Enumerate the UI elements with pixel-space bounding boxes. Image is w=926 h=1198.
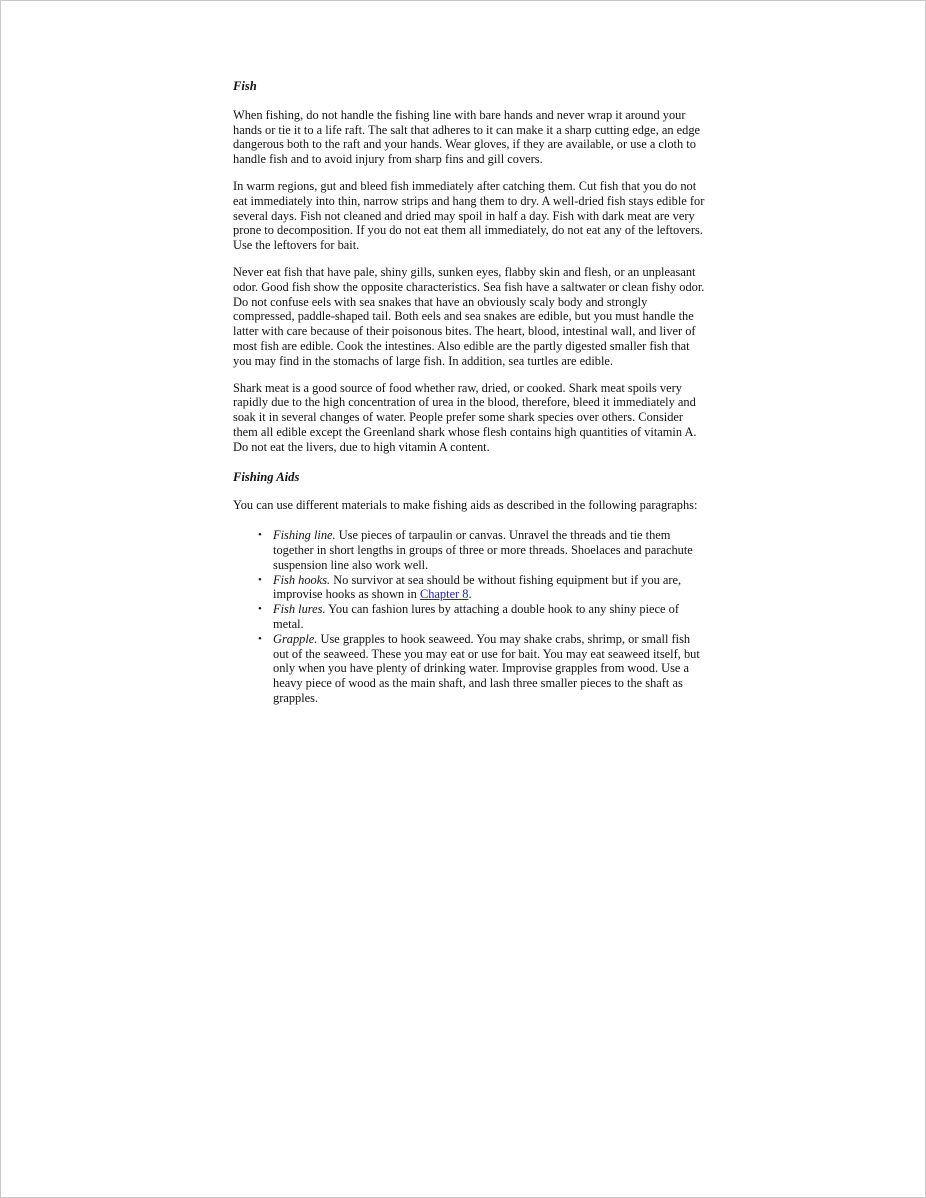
list-item-text: No survivor at sea should be without fishing equipment but if you are, improvise hooks as shown in — [273, 572, 682, 602]
list-item-text: Use grapples to hook seaweed. You may shake crabs, shrimp, or small fish out of the seaweed. These you may eat or use for bait. You may eat seaweed itself, but only when you have plenty of drinking water. Improvise grapples from wood. Use a heavy piece of wood as the main shaft, and lash three smaller pieces to the shaft as grapples. — [273, 631, 700, 705]
document-content — [233, 79, 709, 706]
paragraph-aids-intro: You can use different materials to make fishing aids as described in the following paragraphs: — [233, 498, 698, 513]
list-item-text: . — [468, 587, 472, 602]
list-item-lead: Fish lures. — [273, 602, 326, 617]
paragraph-fish-4: Shark meat is a good source of food whether raw, dried, or cooked. Shark meat spoils very rapidly due to the high concentration of urea in the blood, therefore, bleed it immediately and soak it in several changes of water. People prefer some shark species over others. Consider them all edible except the Greenland shark whose flesh contains high quantities of vitamin A. Do not eat the livers, due to high vitamin A content. — [233, 380, 697, 454]
list-item-lead: Fishing line. — [273, 528, 336, 543]
section-heading-fish: Fish — [233, 79, 257, 93]
fishing-aids-list — [233, 528, 709, 706]
list-item-text: You can fashion lures by attaching a double hook to any shiny piece of metal. — [273, 602, 679, 631]
section-heading-fishing-aids: Fishing Aids — [233, 469, 300, 484]
paragraph-fish-2: In warm regions, gut and bleed fish immediately after catching them. Cut fish that you do not eat immediately into thin, narrow strips and hang them to dry. A well-dried fish stays edible for several days. Fish not cleaned and dried may spoil in half a day. Fish with dark meat are very prone to decomposition. If you do not eat them all immediately, do not eat any of the leftovers. Use the leftovers for bait. — [233, 178, 705, 253]
paragraph-fish-3: Never eat fish that have pale, shiny gills, sunken eyes, flabby skin and flesh, or an unpleasant odor. Good fish show the opposite characteristics. Sea fish have a saltwater or clean fishy odor. Do not confuse eels with sea snakes that have an obviously scaly body and strongly compressed, paddle-shaped tail. Both eels and sea snakes are edible, but you must handle the latter with care because of their poisonous bites. The heart, blood, intestinal wall, and liver of most fish are edible. Cook the intestines. Also edible are the partly digested smaller fish that you may find in the stomachs of large fish. In addition, sea turtles are edible. — [233, 264, 705, 368]
list-item-fishing-line — [233, 528, 709, 572]
list-item-grapple — [233, 632, 709, 706]
paragraph-fish-1: When fishing, do not handle the fishing line with bare hands and never wrap it around your hands or tie it to a life raft. The salt that adheres to it can make it a sharp cutting edge, an edge dangerous both to the raft and your hands. Wear gloves, if they are available, or use a cloth to handle fish and to avoid injury from sharp fins and gill covers. — [233, 107, 701, 167]
list-item-lead: Grapple. — [273, 631, 318, 646]
list-item-fish-hooks — [233, 573, 709, 603]
list-item-fish-lures — [233, 602, 709, 632]
chapter-8-link[interactable]: Chapter 8 — [419, 587, 469, 602]
list-item-text: Use pieces of tarpaulin or canvas. Unravel the threads and tie them together in short lengths in groups of three or more threads. Shoelaces and parachute suspension line also work well. — [273, 528, 693, 572]
list-item-lead: Fish hooks. — [273, 572, 331, 587]
